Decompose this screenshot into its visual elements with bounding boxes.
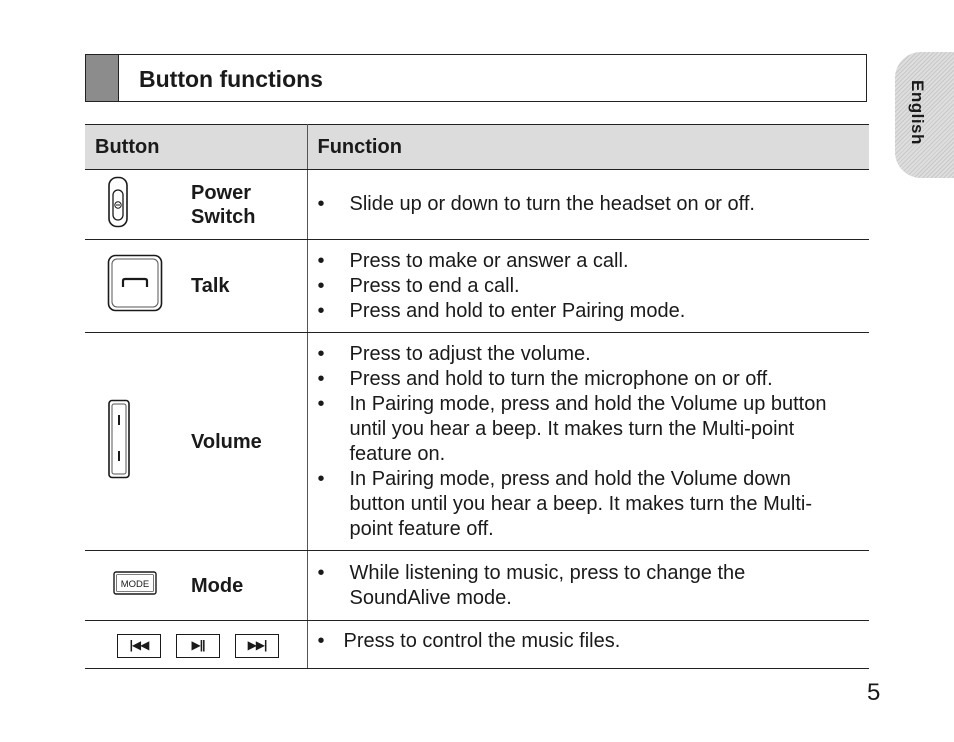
header-button: Button [85, 125, 307, 170]
mode-button-icon [113, 571, 157, 601]
section-title: Button functions [139, 66, 323, 92]
table-row [85, 170, 869, 240]
button-name: Volume [191, 430, 262, 453]
button-cell [85, 170, 307, 240]
function-cell [307, 240, 869, 333]
function-bullet: • Slide up or down to turn the headset on or off. [318, 192, 850, 217]
table-header-row [85, 125, 869, 170]
button-name: Power Switch [191, 181, 256, 228]
next-track-icon: ▶▶| [235, 634, 279, 658]
function-bullet: • In Pairing mode, press and hold the Volume down button until you hear a beep. It makes turn the Multi-point feature off. [318, 467, 850, 542]
function-cell [307, 333, 869, 551]
play-pause-icon: ▶|| [176, 634, 220, 658]
table-row [85, 551, 869, 621]
music-controls [117, 634, 279, 658]
language-tab [895, 52, 954, 178]
volume-button-icon [107, 399, 131, 485]
function-bullet: • Press to control the music files. [318, 629, 850, 654]
button-cell [85, 551, 307, 621]
previous-track-icon: |◀◀ [117, 634, 161, 658]
table-row [85, 621, 869, 669]
function-bullet: • In Pairing mode, press and hold the Volume up button until you hear a beep. It makes turn the Multi-point feature on. [318, 392, 850, 467]
function-bullet: • Press to adjust the volume. [318, 342, 850, 367]
button-name: Talk [191, 275, 230, 297]
button-functions-table [85, 124, 869, 669]
button-cell [85, 333, 307, 551]
function-cell [307, 621, 869, 669]
table-row [85, 333, 869, 551]
power-switch-icon [107, 176, 129, 234]
function-cell [307, 170, 869, 240]
table-row [85, 240, 869, 333]
mode-icon-text: MODE [120, 578, 150, 590]
talk-button-icon [107, 254, 163, 318]
section-header-bar [86, 55, 119, 101]
page-number: 5 [867, 679, 881, 706]
function-bullet: • Press to make or answer a call. [318, 249, 850, 274]
button-name: Mode [191, 574, 244, 597]
button-cell [85, 621, 307, 669]
function-bullet: • While listening to music, press to change the SoundAlive mode. [318, 561, 850, 611]
button-cell [85, 240, 307, 333]
section-header [85, 54, 867, 102]
function-bullet: • Press and hold to enter Pairing mode. [318, 299, 850, 324]
language-tab-label: English [908, 80, 927, 145]
function-bullet: • Press to end a call. [318, 274, 850, 299]
header-function: Function [307, 125, 869, 170]
function-cell [307, 551, 869, 621]
function-bullet: • Press and hold to turn the microphone on or off. [318, 367, 850, 392]
